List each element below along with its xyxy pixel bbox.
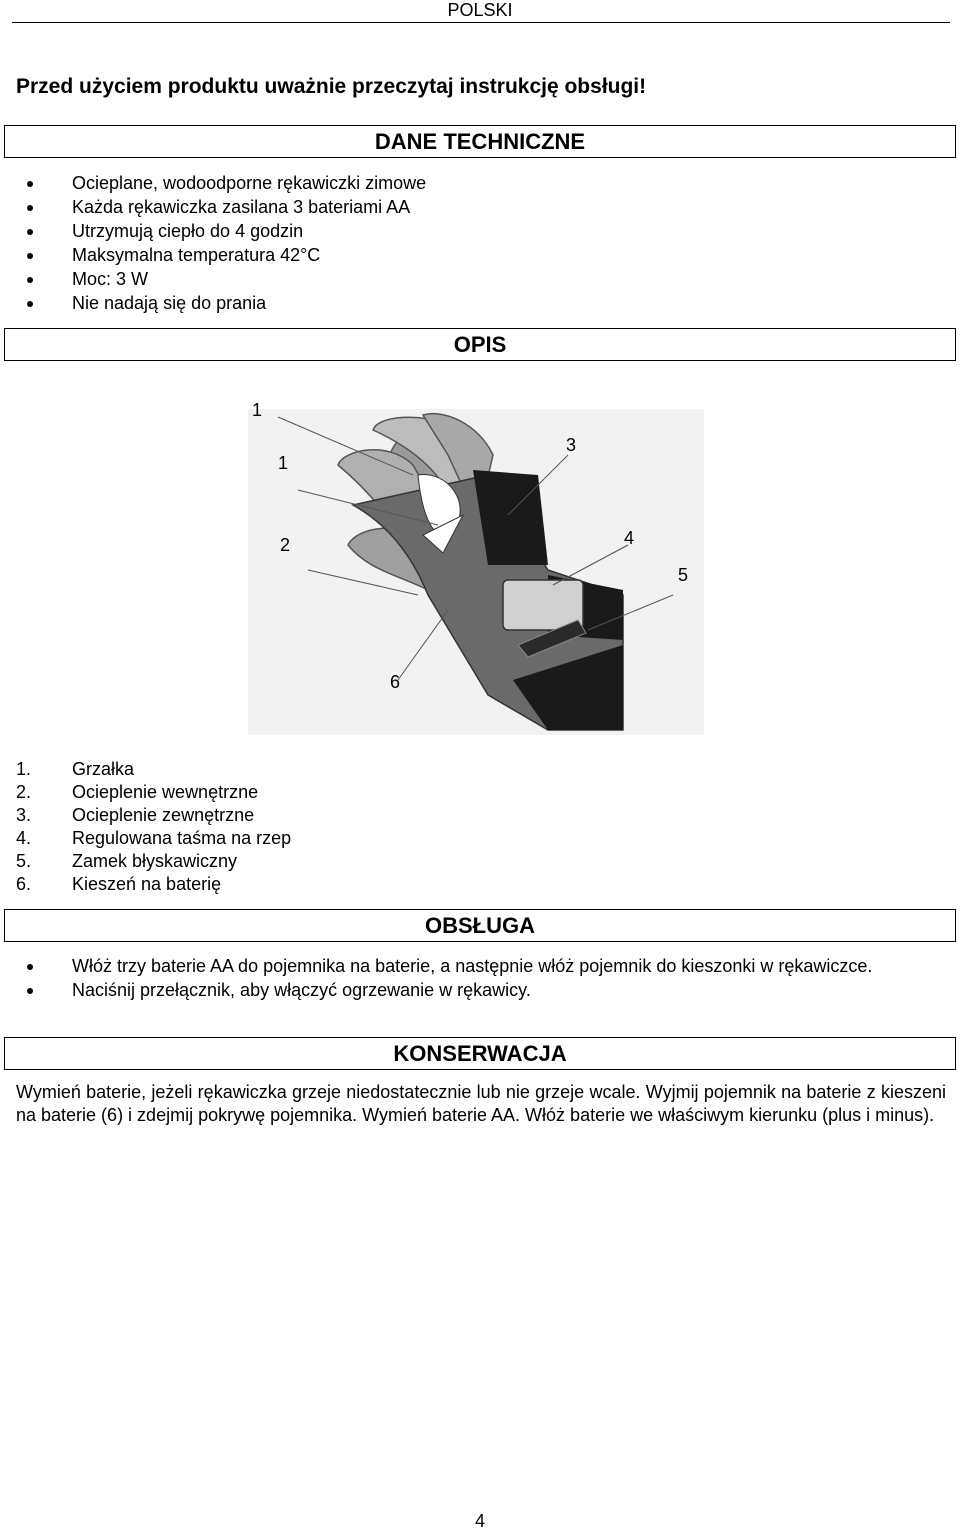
list-item [16, 804, 291, 827]
header-language: POLSKI [447, 0, 513, 20]
list-item-number: 4. [16, 828, 32, 848]
list-item [20, 243, 620, 267]
list-item-text: Naciśnij przełącznik, aby włączyć ogrzewanie w rękawicy. [72, 980, 531, 1000]
list-item-number: 2. [16, 782, 32, 802]
callout-label: 1 [252, 400, 263, 420]
header-rule [12, 22, 950, 23]
list-item-number: 5. [16, 851, 32, 871]
bullet-icon [27, 964, 33, 970]
glove-figure [248, 395, 708, 737]
list-item-text: Maksymalna temperatura 42°C [72, 245, 321, 265]
list-item-number: 3. [16, 805, 32, 825]
warning-text: Przed użyciem produktu uważnie przeczytaj instrukcję obsługi! [16, 75, 647, 98]
list-item-number: 6. [16, 874, 32, 894]
parts-list [16, 758, 291, 896]
callout-label: 5 [678, 565, 689, 585]
section-header-konserwacja: KONSERWACJA [4, 1037, 956, 1070]
list-item-text: Kieszeń na baterię [72, 874, 222, 894]
list-item [16, 758, 291, 781]
list-item-text: Włóż trzy baterie AA do pojemnika na baterie, a następnie włóż pojemnik do kieszonki w rękawiczce. [72, 956, 873, 976]
callout-label: 4 [624, 528, 635, 548]
list-item [20, 978, 948, 1002]
list-item-text: Moc: 3 W [72, 269, 149, 289]
bullet-icon [27, 181, 33, 187]
callout-label: 3 [566, 435, 577, 455]
bullet-icon [27, 301, 33, 307]
list-item [16, 873, 291, 896]
list-item-text: Nie nadają się do prania [72, 293, 267, 313]
bullet-icon [27, 988, 33, 994]
section-header-tech: DANE TECHNICZNE [4, 125, 956, 158]
list-item [16, 781, 291, 804]
page-number: 4 [474, 1511, 485, 1531]
operation-list [20, 954, 948, 1002]
list-item-text: Grzałka [72, 759, 135, 779]
list-item-text: Ocieplenie zewnętrzne [72, 805, 255, 825]
list-item-text: Utrzymują ciepło do 4 godzin [72, 221, 304, 241]
list-item [20, 219, 620, 243]
list-item-text: Zamek błyskawiczny [72, 851, 238, 871]
glove-illustration [248, 395, 708, 737]
list-item-text: Regulowana taśma na rzep [72, 828, 292, 848]
list-item [20, 171, 620, 195]
callout-label: 2 [280, 535, 291, 555]
list-item [20, 195, 620, 219]
list-item-text: Ocieplane, wodoodporne rękawiczki zimowe [72, 173, 427, 193]
bullet-icon [27, 253, 33, 259]
section-header-obsluga: OBSŁUGA [4, 909, 956, 942]
list-item [20, 267, 620, 291]
callout-label: 1 [278, 453, 289, 473]
list-item-text: Ocieplenie wewnętrzne [72, 782, 259, 802]
bullet-icon [27, 277, 33, 283]
section-header-opis: OPIS [4, 328, 956, 361]
list-item-number: 1. [16, 759, 32, 779]
list-item [16, 850, 291, 873]
bullet-icon [27, 205, 33, 211]
list-item [20, 291, 620, 315]
callout-label: 6 [390, 672, 401, 692]
list-item-text: Każda rękawiczka zasilana 3 bateriami AA [72, 197, 411, 217]
list-item [16, 827, 291, 850]
tech-list [20, 171, 620, 315]
list-item [20, 954, 948, 978]
maintenance-paragraph: Wymień baterie, jeżeli rękawiczka grzeje niedostatecznie lub nie grzeje wcale. Wyjmij pojemnik na baterie z kieszeni na baterie (6) i zdejmij pokrywę pojemnika. Wymień baterie AA. Włóż baterie we właściwym kierunku (plus i minus). [16, 1082, 946, 1125]
bullet-icon [27, 229, 33, 235]
